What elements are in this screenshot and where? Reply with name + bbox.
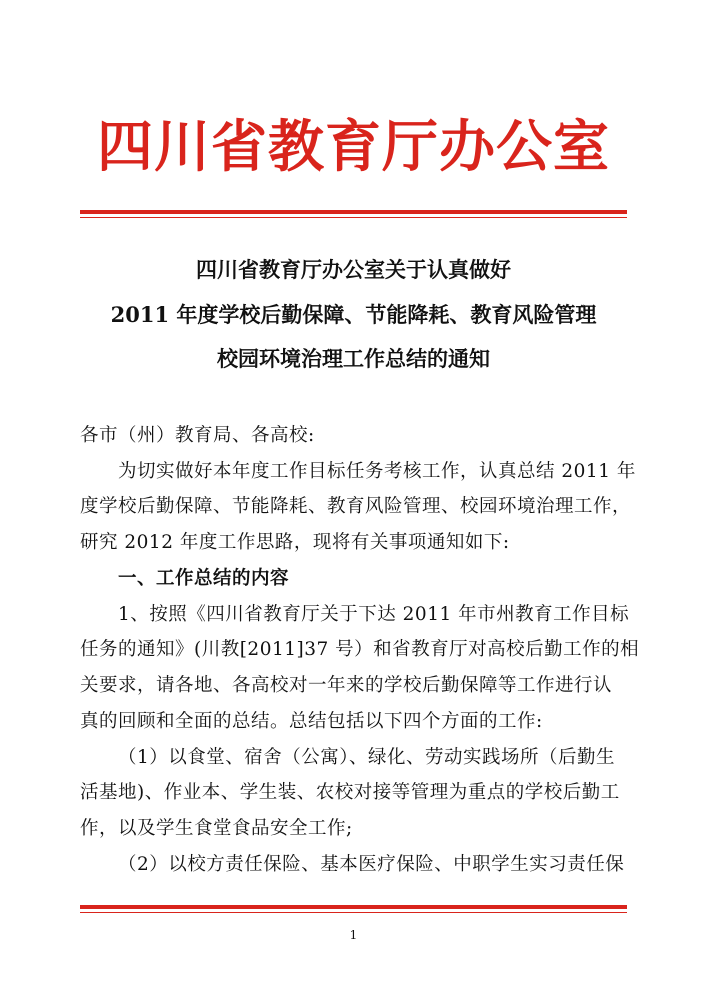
footer-divider-thin: [80, 912, 627, 913]
salutation: 各市（州）教育局、各高校:: [80, 425, 315, 446]
document-title-line-2: 2011 年度学校后勤保障、节能降耗、教育风险管理: [110, 302, 597, 327]
sub-item-2-line: （2）以校方责任保险、基本医疗保险、中职学生实习责任保: [118, 854, 625, 875]
sub-item-1-line: 活基地)、作业本、学生装、农校对接等管理为重点的学校后勤工: [80, 782, 620, 803]
item-1-line: 1、按照《四川省教育厅关于下达 2011 年市州教育工作目标: [118, 604, 630, 625]
sub-item-1-line: 作，以及学生食堂食品安全工作;: [80, 818, 353, 839]
issuer-masthead: 四川省教育厅办公室: [97, 114, 610, 180]
item-1-line: 关要求，请各地、各高校对一年来的学校后勤保障等工作进行认: [80, 675, 613, 696]
page-number: 1: [349, 928, 358, 942]
masthead-divider-thin: [80, 217, 627, 218]
sub-item-1-line: （1）以食堂、宿舍（公寓）、绿化、劳动实践场所（后勤生: [118, 747, 616, 768]
intro-paragraph-line: 为切实做好本年度工作目标任务考核工作，认真总结 2011 年: [118, 461, 636, 482]
item-1-line: 真的回顾和全面的总结。总结包括以下四个方面的工作:: [80, 711, 543, 732]
masthead-divider-thick: [80, 210, 627, 214]
item-1-line: 任务的通知》(川教[2011]37 号）和省教育厅对高校后勤工作的相: [80, 639, 640, 660]
intro-paragraph-line: 研究 2012 年度工作思路，现将有关事项通知如下:: [80, 532, 510, 553]
intro-paragraph-line: 度学校后勤保障、节能降耗、教育风险管理、校园环境治理工作，: [80, 496, 632, 517]
document-title-line-3: 校园环境治理工作总结的通知: [217, 346, 490, 371]
footer-divider-thick: [80, 905, 627, 909]
section-heading: 一、工作总结的内容: [118, 568, 290, 589]
document-title-line-1: 四川省教育厅办公室关于认真做好: [196, 257, 511, 282]
